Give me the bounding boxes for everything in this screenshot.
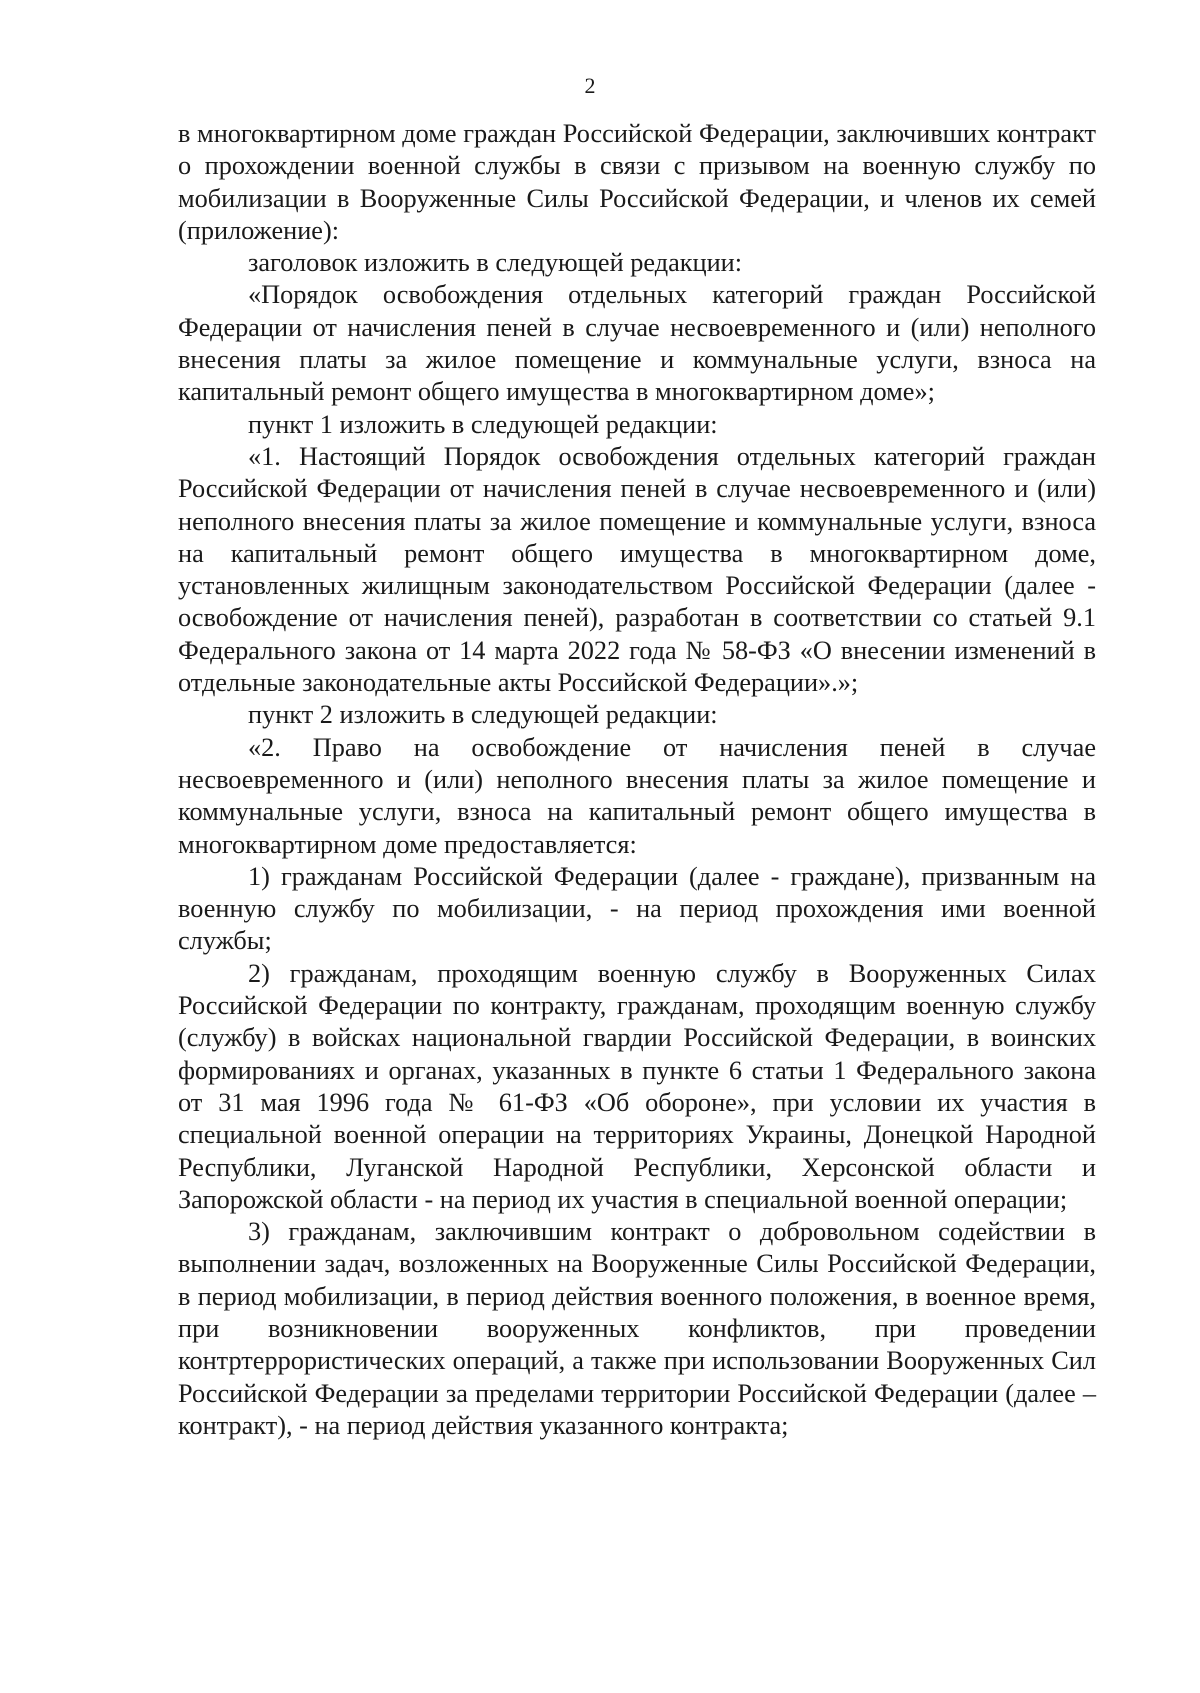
paragraph-item1-instruction: пункт 1 изложить в следующей редакции: <box>248 409 718 439</box>
list-item-3: 3) гражданам, заключившим контракт о добровольном содействии в выполнении задач, возложенных на Вооруженные Силы Российской Федерации, в период мобилизации, в период действия военного положения, в военное время, при возникновении вооруженных конфликтов, при проведении контртеррористических операций, а также при использовании Вооруженных Сил Российской Федерации за пределами территории Российской Федерации (далее – контракт), - на период действия указанного контракта; <box>178 1217 1096 1440</box>
paragraph-new-title: «Порядок освобождения отдельных категорий граждан Российской Федерации от начисления пеней в случае несвоевременного и (или) неполного внесения платы за жилое помещение и коммунальные услуги, взноса на капитальный ремонт общего имущества в многоквартирном доме»; <box>178 280 1096 407</box>
list-item-1: 1) гражданам Российской Федерации (далее - граждане), призванным на военную службу по мобилизации, - на период прохождения ими военной службы; <box>178 861 1096 956</box>
page-number: 2 <box>584 73 596 98</box>
paragraph-item2-instruction: пункт 2 изложить в следующей редакции: <box>248 700 718 730</box>
list-item-2: 2) гражданам, проходящим военную службу в Вооруженных Силах Российской Федерации по контракту, гражданам, проходящим военную службу (службу) в войсках национальной гвардии Российской Федерации, в воинских формированиях и органах, указанных в пункте 6 статьи 1 Федерального закона от 31 мая 1996 года № 61-ФЗ «Об обороне», при условии их участия в специальной военной операции на территориях Украины, Донецкой Народной Республики, Луганской Народной Республики, Херсонской области и Запорожской области - на период их участия в специальной военной операции; <box>178 958 1096 1214</box>
document-body <box>178 118 1096 1442</box>
paragraph-item1-text: «1. Настоящий Порядок освобождения отдельных категорий граждан Российской Федерации от начисления пеней в случае несвоевременного и (или) неполного внесения платы за жилое помещение и коммунальные услуги, взноса на капитальный ремонт общего имущества в многоквартирном доме, установленных жилищным законодательством Российской Федерации (далее - освобождение от начисления пеней), разработан в соответствии со статьей 9.1 Федерального закона от 14 марта 2022 года № 58-ФЗ «О внесении изменений в отдельные законодательные акты Российской Федерации».»; <box>178 441 1096 698</box>
paragraph-continuation: в многоквартирном доме граждан Российской Федерации, заключивших контракт о прохождении военной службы в связи с призывом на военную службу по мобилизации в Вооруженные Силы Российской Федерации, и членов их семей (приложение): <box>178 119 1096 245</box>
paragraph-item2-text: «2. Право на освобождение от начисления пеней в случае несвоевременного и (или) неполного внесения платы за жилое помещение и коммунальные услуги, взноса на капитальный ремонт общего имущества в многоквартирном доме предоставляется: <box>178 732 1096 859</box>
paragraph-heading-instruction: заголовок изложить в следующей редакции: <box>248 248 743 278</box>
